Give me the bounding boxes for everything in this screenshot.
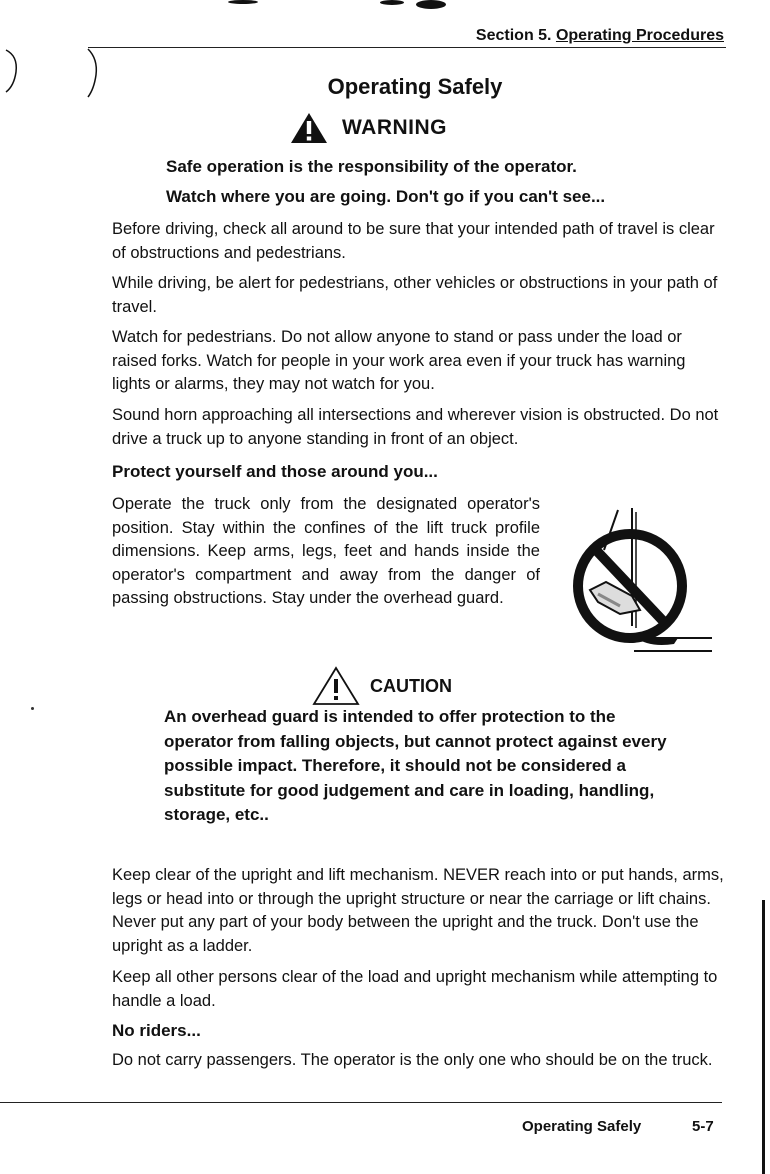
protect-heading: Protect yourself and those around you... bbox=[112, 462, 438, 481]
caution-text: An overhead guard is intended to offer protection to the operator from falling objects, but cannot protect against every possible impact. Therefore, it should not be considered a substitute for good judgement and care in loading, handling, storage, etc.. bbox=[164, 707, 667, 824]
warning-line-responsibility: Safe operation is the responsibility of the operator. bbox=[166, 157, 577, 176]
warning-line-watch: Watch where you are going. Don't go if you can't see... bbox=[166, 187, 606, 206]
header-rule bbox=[88, 47, 726, 48]
body-paragraph bbox=[112, 272, 724, 319]
riders-heading: No riders... bbox=[112, 1021, 201, 1040]
paragraph-check-path: Before driving, check all around to be sure that your intended path of travel is clear of obstructions and pedestrians. bbox=[112, 220, 715, 262]
warning-label: WARNING bbox=[342, 116, 447, 139]
paragraph-upright: Keep clear of the upright and lift mechanism. NEVER reach into or put hands, arms, legs or head into or through the upright structure or near the carriage or lift chains. Never put any part of your body between the upright and the truck. Don't use the upright as a ladder. bbox=[112, 866, 724, 955]
footer-page-number: 5-7 bbox=[692, 1118, 714, 1135]
section-title: Operating Procedures bbox=[555, 27, 724, 44]
warning-banner bbox=[290, 112, 447, 144]
page-title: Operating Safely bbox=[327, 74, 503, 99]
body-paragraph bbox=[112, 864, 724, 958]
paragraph-pedestrians: Watch for pedestrians. Do not allow anyone to stand or pass under the load or raised forks. Watch for people in your work area even if your truck has warning lights or alarms, they may not watch for you. bbox=[112, 328, 686, 393]
footer-section-name: Operating Safely bbox=[522, 1118, 642, 1135]
body-paragraph bbox=[112, 218, 724, 265]
protect-paragraph: Operate the truck only from the designated operator's position. Stay within the confines of the lift truck profile dimensions. Keep arms, legs, feet and hands inside the operator's compartment and away from the danger of passing obstructions. Stay under the overhead guard. bbox=[112, 495, 540, 607]
caution-triangle-icon bbox=[312, 666, 360, 706]
scan-speck bbox=[31, 707, 34, 710]
paragraph-sound-horn: Sound horn approaching all intersections and wherever vision is obstructed. Do not drive a truck up to anyone standing in front of an object. bbox=[112, 406, 719, 448]
scan-mark bbox=[416, 0, 446, 9]
body-paragraph bbox=[112, 404, 724, 451]
body-paragraph bbox=[112, 966, 724, 1013]
page-edge-shadow bbox=[762, 900, 765, 1174]
scan-mark bbox=[228, 0, 258, 4]
riders-paragraph: Do not carry passengers. The operator is the only one who should be on the truck. bbox=[112, 1051, 713, 1069]
no-foot-outside-prohibition-icon bbox=[548, 498, 714, 660]
body-paragraph bbox=[112, 326, 724, 397]
paragraph-be-alert: While driving, be alert for pedestrians, other vehicles or obstructions in your path of travel. bbox=[112, 274, 718, 316]
footer-rule bbox=[0, 1102, 722, 1103]
caution-banner bbox=[312, 666, 452, 706]
section-number: Section 5. bbox=[475, 27, 552, 44]
scan-mark bbox=[380, 0, 404, 5]
paragraph-other-persons: Keep all other persons clear of the load and upright mechanism while attempting to handle a load. bbox=[112, 968, 718, 1010]
warning-triangle-icon bbox=[290, 112, 328, 144]
caution-label: CAUTION bbox=[370, 675, 452, 696]
running-header bbox=[476, 27, 724, 45]
